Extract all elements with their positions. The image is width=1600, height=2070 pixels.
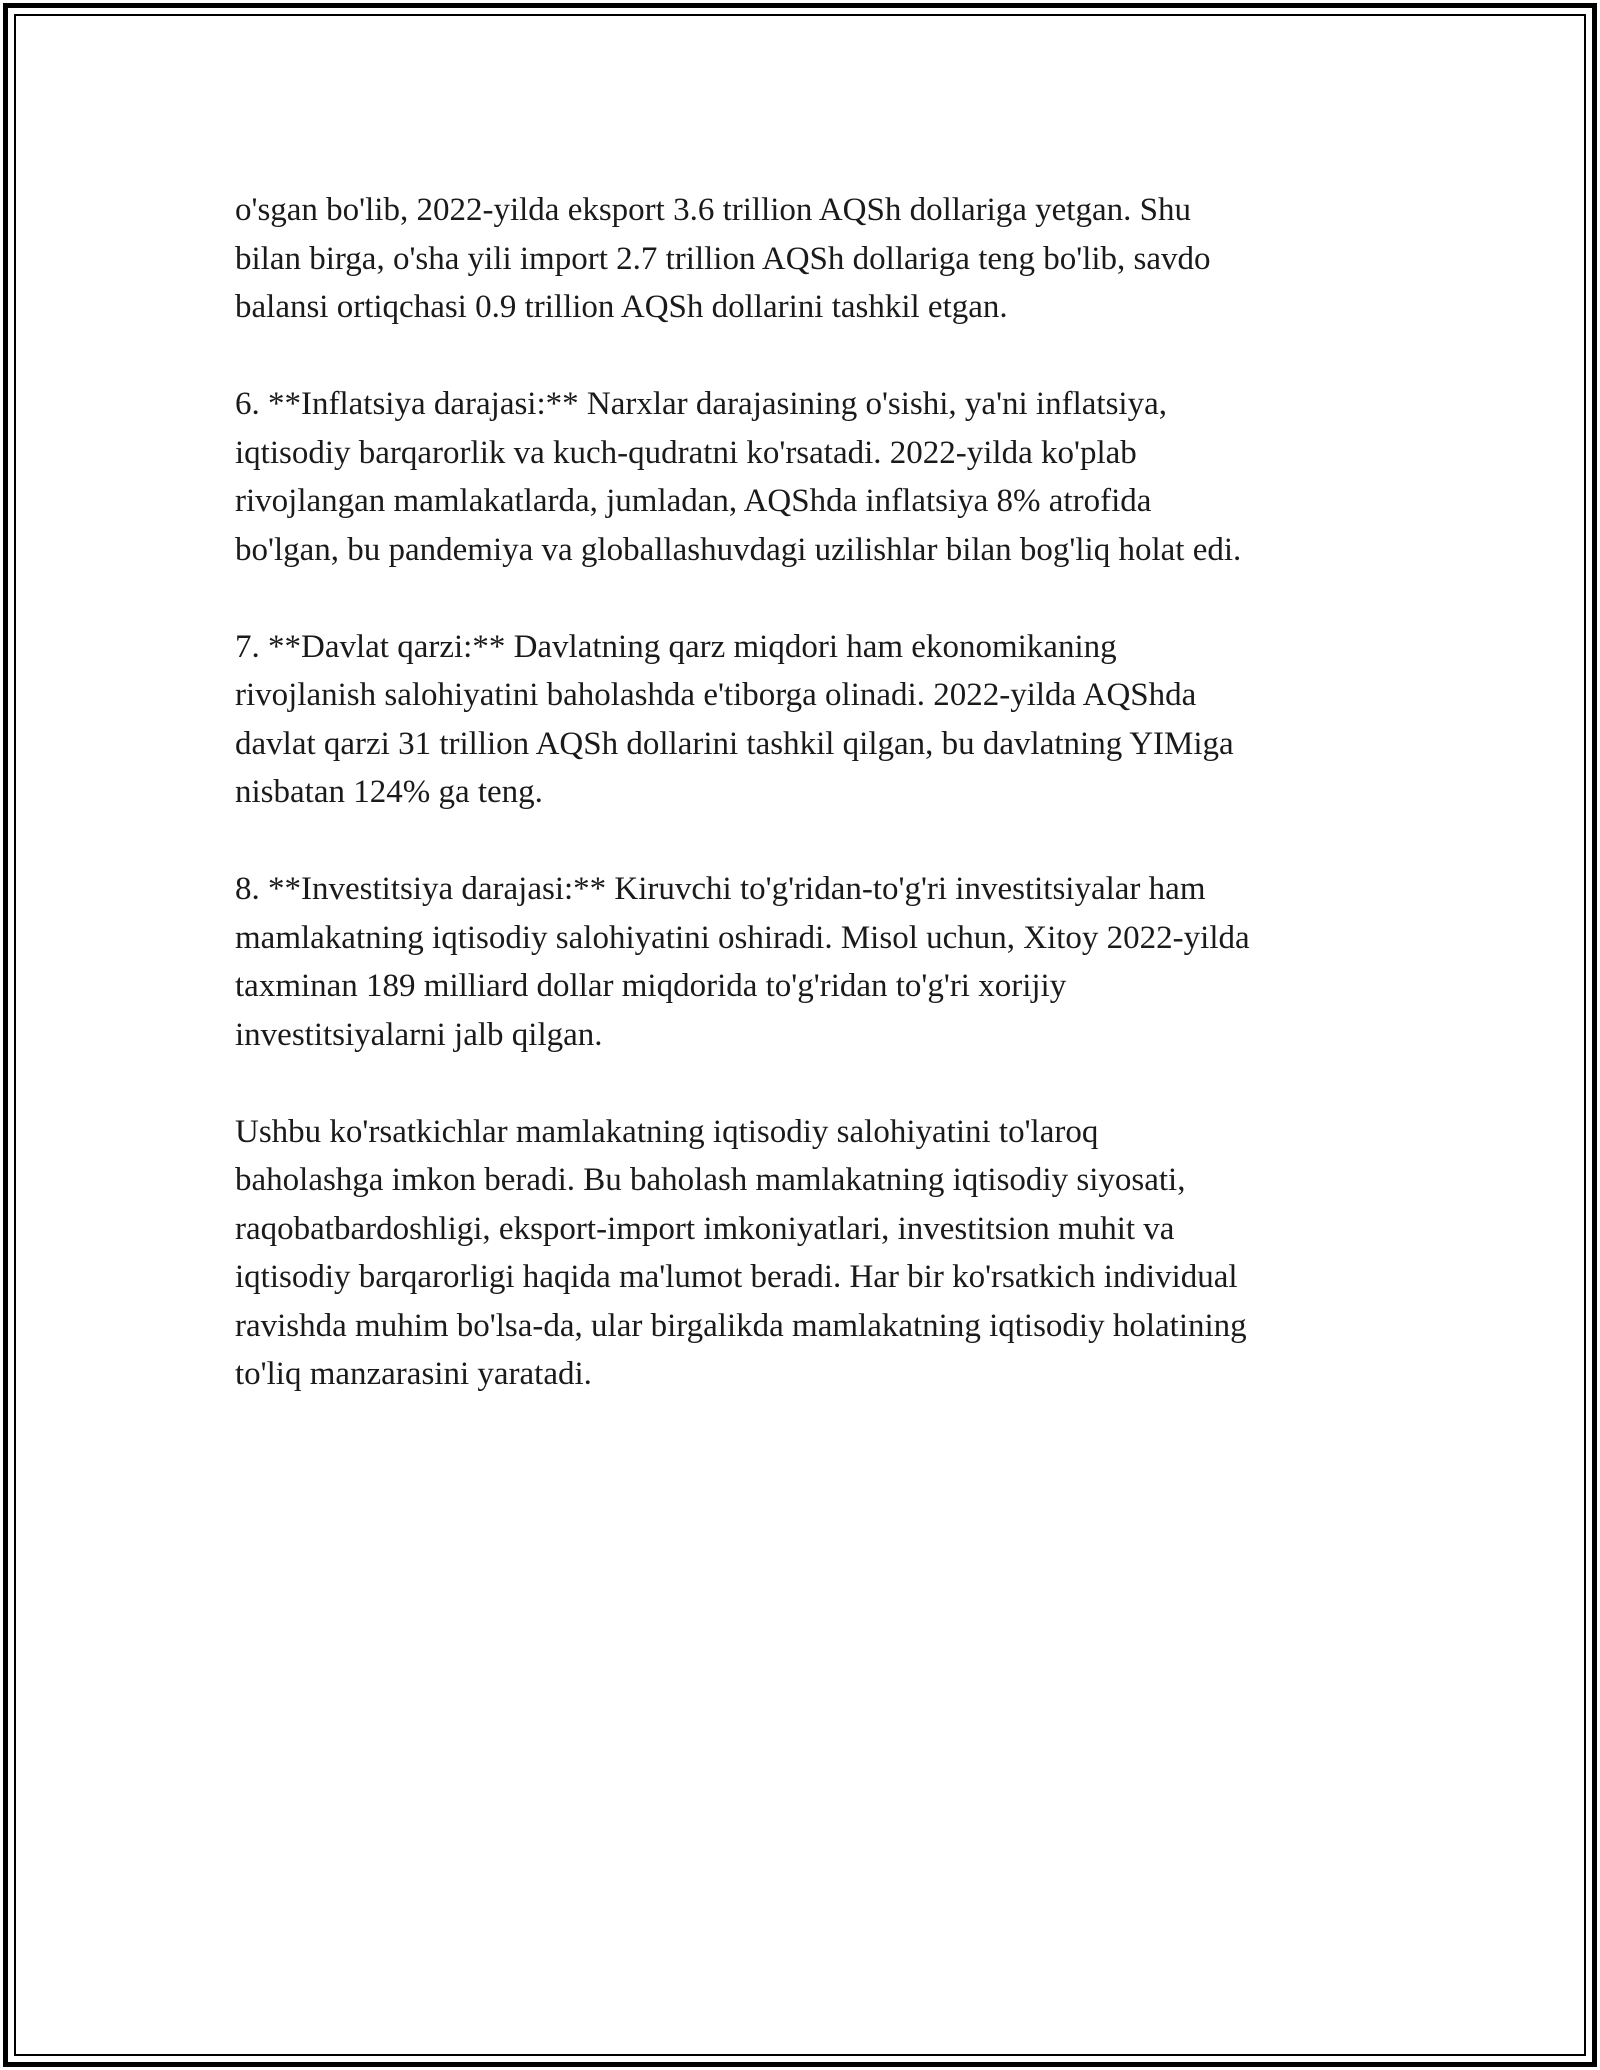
text-line: investitsiyalarni jalb qilgan. [235, 1016, 603, 1053]
paragraph-investment [235, 865, 1375, 1059]
paragraph-inflation [235, 380, 1375, 574]
text-line: balansi ortiqchasi 0.9 trillion AQSh dollarini tashkil etgan. [235, 289, 1008, 325]
text-line: 6. **Inflatsiya darajasi:** Narxlar darajasining o'sishi, ya'ni inflatsiya, [235, 386, 1167, 422]
paragraph-trade-balance [235, 186, 1375, 332]
text-line: raqobatbardoshligi, eksport-import imkoniyatlari, investitsion muhit va [235, 1210, 1175, 1247]
document-body [235, 186, 1375, 1447]
text-line: to'liq manzarasini yaratadi. [235, 1356, 592, 1392]
text-line: bo'lgan, bu pandemiya va globallashuvdagi uzilishlar bilan bog'liq holat edi. [235, 531, 1242, 568]
text-line: ravishda muhim bo'lsa-da, ular birgalikda mamlakatning iqtisodiy holatining [235, 1307, 1247, 1344]
text-line: iqtisodiy barqarorlik va kuch-qudratni ko'rsatadi. 2022-yilda ko'plab [235, 434, 1137, 471]
text-line: iqtisodiy barqarorligi haqida ma'lumot beradi. Har bir ko'rsatkich individual [235, 1259, 1238, 1295]
text-line: Ushbu ko'rsatkichlar mamlakatning iqtisodiy salohiyatini to'laroq [235, 1113, 1099, 1150]
text-line: bilan birga, o'sha yili import 2.7 trillion AQSh dollariga teng bo'lib, savdo [235, 240, 1211, 277]
text-line: baholashga imkon beradi. Bu baholash mamlakatning iqtisodiy siyosati, [235, 1162, 1186, 1198]
text-line: nisbatan 124% ga teng. [235, 774, 543, 810]
text-line: o'sgan bo'lib, 2022-yilda eksport 3.6 trillion AQSh dollariga yetgan. Shu [235, 192, 1191, 228]
text-line: davlat qarzi 31 trillion AQSh dollarini tashkil qilgan, bu davlatning YIMiga [235, 725, 1234, 762]
text-line: 8. **Investitsiya darajasi:** Kiruvchi to'g'ridan-to'g'ri investitsiyalar ham [235, 871, 1206, 907]
paragraph-conclusion [235, 1108, 1375, 1399]
text-line: taxminan 189 milliard dollar miqdorida to'g'ridan to'g'ri xorijiy [235, 968, 1067, 1004]
text-line: mamlakatning iqtisodiy salohiyatini oshiradi. Misol uchun, Xitoy 2022-yilda [235, 919, 1250, 956]
text-line: 7. **Davlat qarzi:** Davlatning qarz miqdori ham ekonomikaning [235, 628, 1117, 665]
text-line: rivojlangan mamlakatlarda, jumladan, AQShda inflatsiya 8% atrofida [235, 483, 1152, 519]
paragraph-public-debt [235, 623, 1375, 817]
text-line: rivojlanish salohiyatini baholashda e'tiborga olinadi. 2022-yilda AQShda [235, 677, 1197, 713]
